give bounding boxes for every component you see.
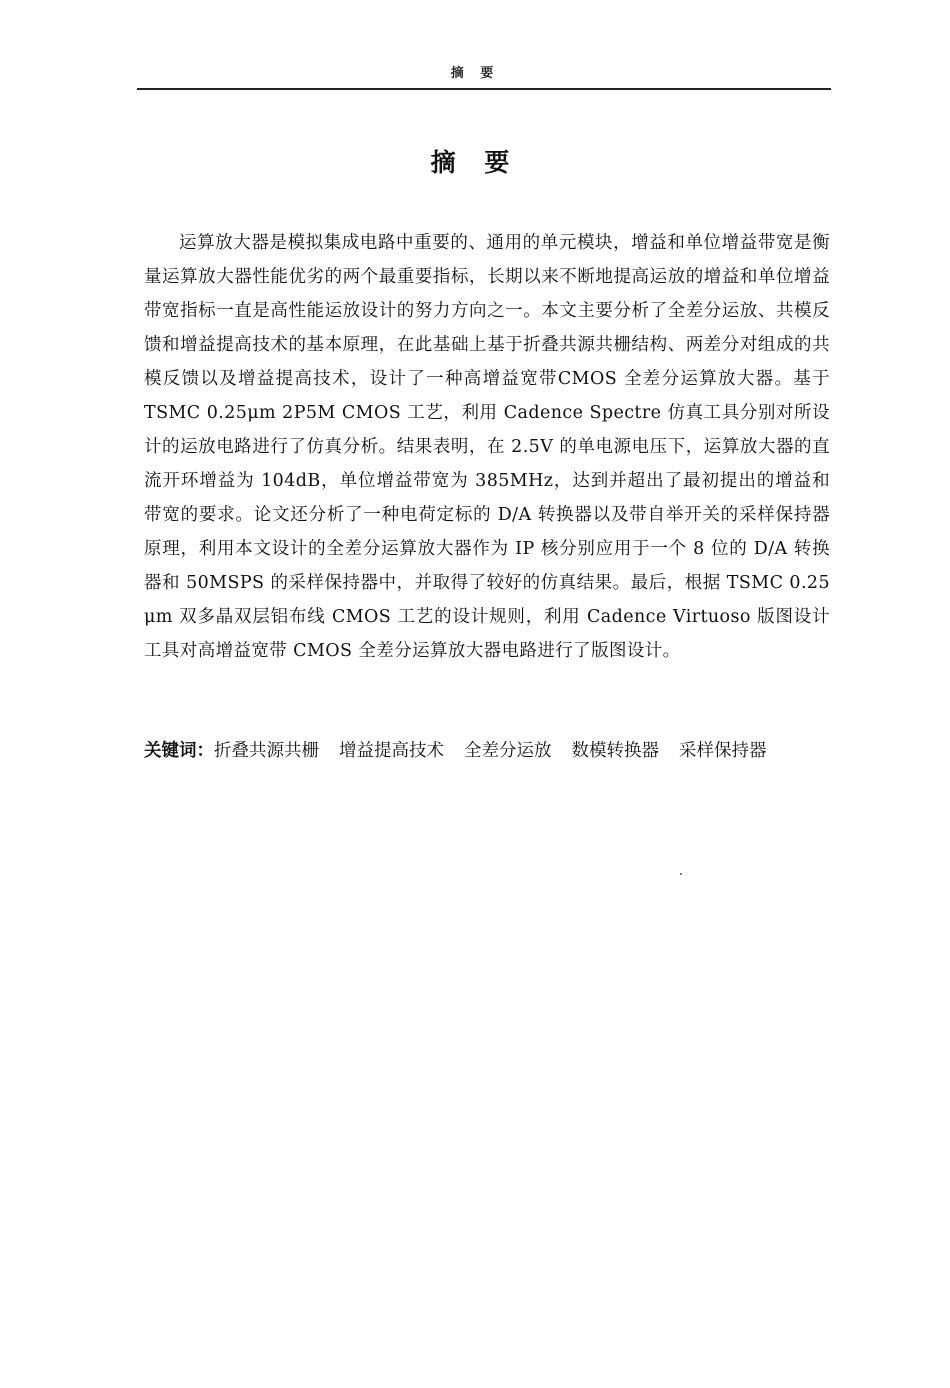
keyword-item: 增益提高技术 bbox=[339, 741, 444, 761]
page-title: 摘 要 bbox=[430, 148, 520, 177]
header-rule bbox=[137, 88, 831, 90]
scan-speck bbox=[680, 873, 682, 875]
running-header: 摘 要 bbox=[450, 66, 500, 81]
abstract-body: 运算放大器是模拟集成电路中重要的、通用的单元模块，增益和单位增益带宽是衡量运算放大器性能优劣的两个最重要指标，长期以来不断地提高运放的增益和单位增益带宽指标一直是高性能运放设计的努力方向之一。本文主要分析了全差分运放、共模反馈和增益提高技术的基本原理，在此基础上基于折叠共源共栅结构、两差分对组成的共模反馈以及增益提高技术，设计了一种高增益宽带CMOS 全差分运算放大器。基于 TSMC 0.25μm 2P5M CMOS 工艺，利用 Cadence Spectre 仿真工具分别对所设计的运放电路进行了仿真分析。结果表明，在 2.5V 的单电源电压下，运算放大器的直流开环增益为 104dB，单位增益带宽为 385MHz，达到并超出了最初提出的增益和带宽的要求。论文还分析了一种电荷定标的 D/A 转换器以及带自举开关的采样保持器原理，利用本文设计的全差分运算放大器作为 IP 核分别应用于一个 8 位的 D/A 转换器和 50MSPS 的采样保持器中，并取得了较好的仿真结果。最后，根据 TSMC 0.25 μm 双多晶双层铝布线 CMOS 工艺的设计规则，利用 Cadence Virtuoso 版图设计工具对高增益宽带 CMOS 全差分运算放大器电路进行了版图设计。 bbox=[144, 233, 830, 661]
keyword-item: 折叠共源共栅 bbox=[214, 741, 319, 761]
keywords-label: 关键词： bbox=[144, 741, 214, 761]
keyword-item: 全差分运放 bbox=[464, 741, 552, 761]
keyword-item: 采样保持器 bbox=[679, 741, 767, 761]
keyword-item: 数模转换器 bbox=[571, 741, 659, 761]
keywords-line bbox=[144, 734, 830, 768]
